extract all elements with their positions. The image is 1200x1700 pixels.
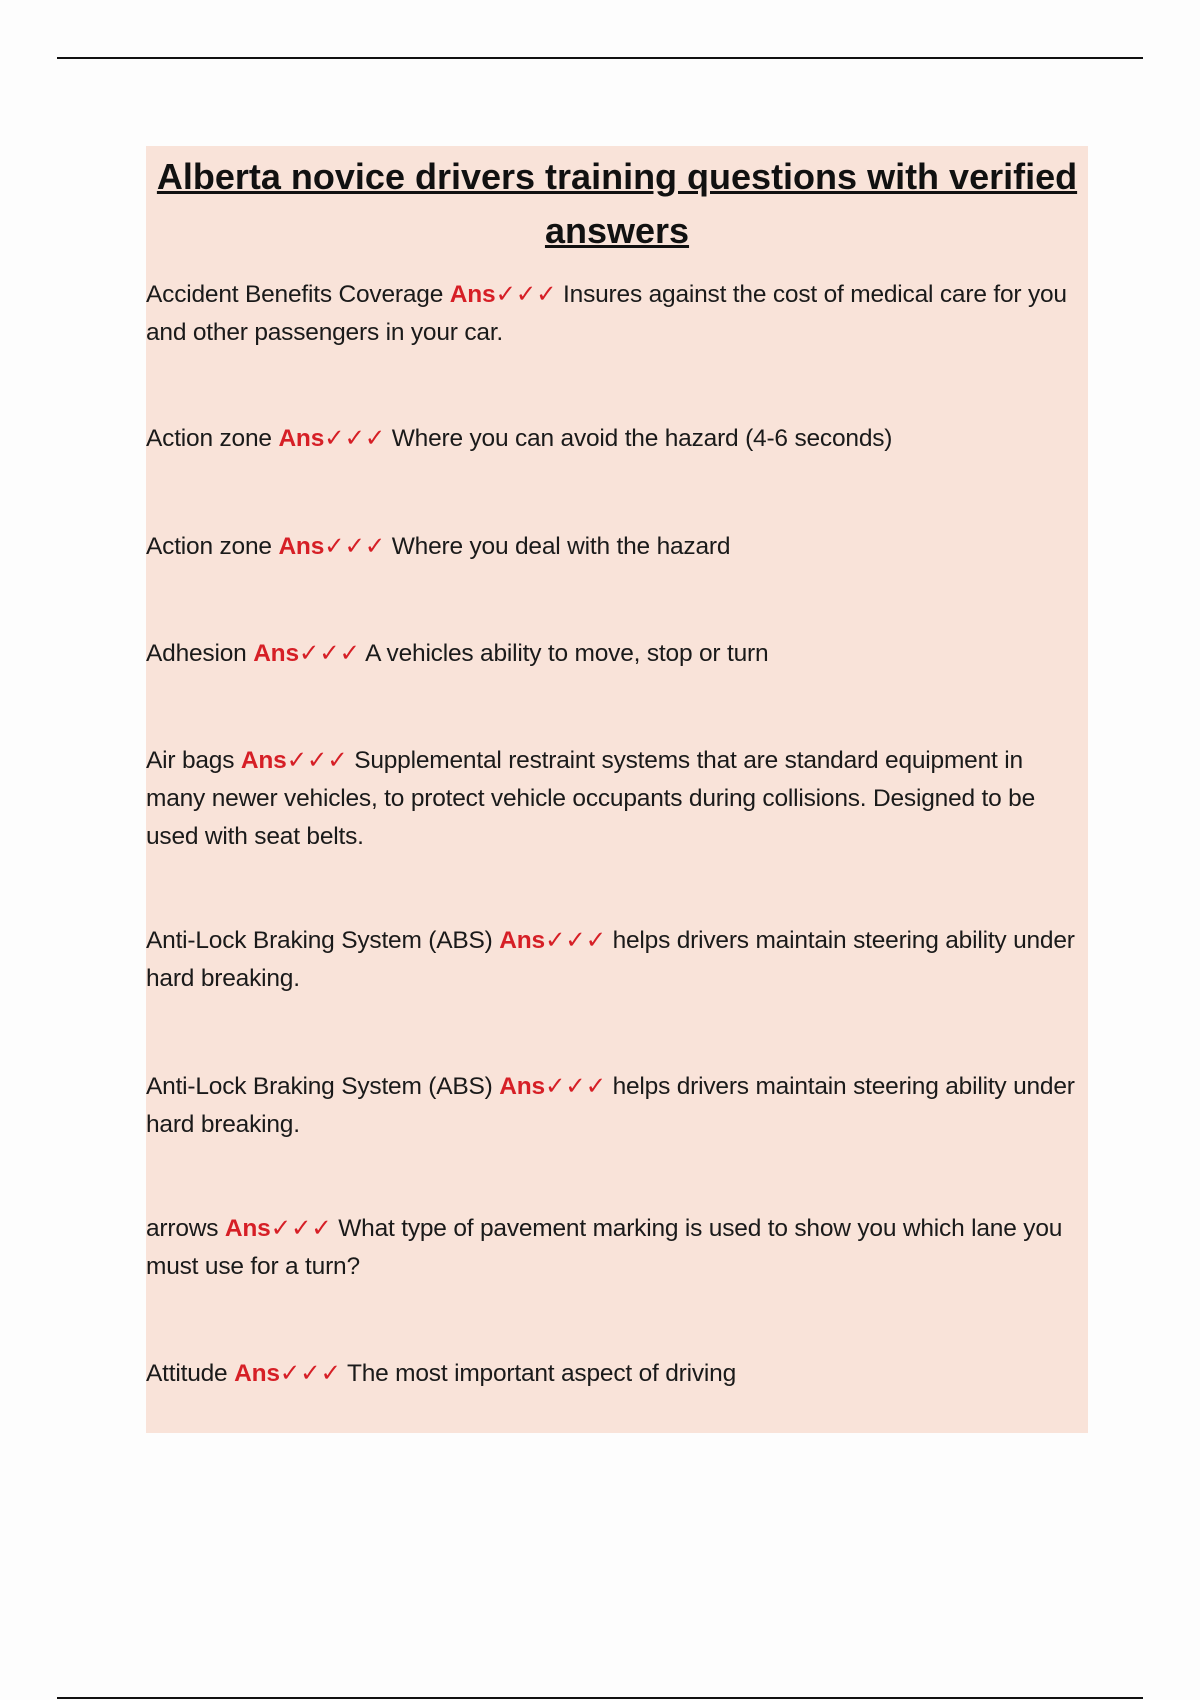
entry-answer: A vehicles ability to move, stop or turn <box>365 640 769 667</box>
checkmark-icon: ✓✓✓ <box>544 927 606 954</box>
entry-answer: Where you can avoid the hazard (4-6 seconds) <box>391 425 893 452</box>
entry-term: arrows <box>146 1215 219 1242</box>
entry-answer: The most important aspect of driving <box>346 1360 737 1387</box>
checkmark-icon: ✓✓✓ <box>544 1073 606 1100</box>
answer-marker: Ans <box>253 640 299 667</box>
entry-answer: What type of pavement marking is used to show you which lane you must use for a turn? <box>146 1215 1063 1280</box>
entry-answer: Insures against the cost of medical care for you and other passengers in your car. <box>146 281 1067 346</box>
checkmark-icon: ✓✓✓ <box>279 1360 341 1387</box>
checkmark-icon: ✓✓✓ <box>286 747 348 774</box>
entry-answer: helps drivers maintain steering ability under hard breaking. <box>146 1073 1075 1138</box>
entry-term: Accident Benefits Coverage <box>146 281 444 308</box>
entry-term: Attitude <box>146 1360 228 1387</box>
entry-term: Action zone <box>146 533 272 560</box>
checkmark-icon: ✓✓✓ <box>270 1215 332 1242</box>
page-title: Alberta novice drivers training questions with verified answers <box>156 156 1078 251</box>
qa-entry <box>146 420 1088 458</box>
entry-term: Anti-Lock Braking System (ABS) <box>146 1073 493 1100</box>
qa-entry <box>146 742 1088 856</box>
answer-marker: Ans <box>499 927 545 954</box>
answer-marker: Ans <box>240 747 287 774</box>
entry-answer: Supplemental restraint systems that are standard equipment in many newer vehicles, to protect vehicle occupants during collisions. Designed to be used with seat belts. <box>146 747 1036 850</box>
qa-entry <box>146 1210 1088 1286</box>
answer-marker: Ans <box>234 1360 280 1387</box>
entry-term: Adhesion <box>146 640 247 667</box>
qa-entry <box>146 922 1088 998</box>
qa-entry <box>146 1355 1088 1393</box>
entry-answer: Where you deal with the hazard <box>391 533 731 560</box>
checkmark-icon: ✓✓✓ <box>298 640 360 667</box>
answer-marker: Ans <box>278 533 325 560</box>
checkmark-icon: ✓✓✓ <box>324 425 386 452</box>
checkmark-icon: ✓✓✓ <box>324 533 386 560</box>
qa-entry <box>146 1068 1088 1144</box>
bottom-rule <box>57 1697 1143 1699</box>
qa-entry <box>146 528 1088 566</box>
top-rule <box>57 57 1143 59</box>
qa-entry <box>146 276 1088 352</box>
qa-entry <box>146 635 1088 673</box>
document-body <box>146 146 1088 1433</box>
checkmark-icon: ✓✓✓ <box>495 281 557 308</box>
answer-marker: Ans <box>224 1215 271 1242</box>
entry-answer: helps drivers maintain steering ability under hard breaking. <box>146 927 1075 992</box>
answer-marker: Ans <box>449 281 496 308</box>
answer-marker: Ans <box>499 1073 545 1100</box>
entry-term: Action zone <box>146 425 272 452</box>
entry-term: Air bags <box>146 747 235 774</box>
entry-term: Anti-Lock Braking System (ABS) <box>146 927 493 954</box>
answer-marker: Ans <box>278 425 325 452</box>
